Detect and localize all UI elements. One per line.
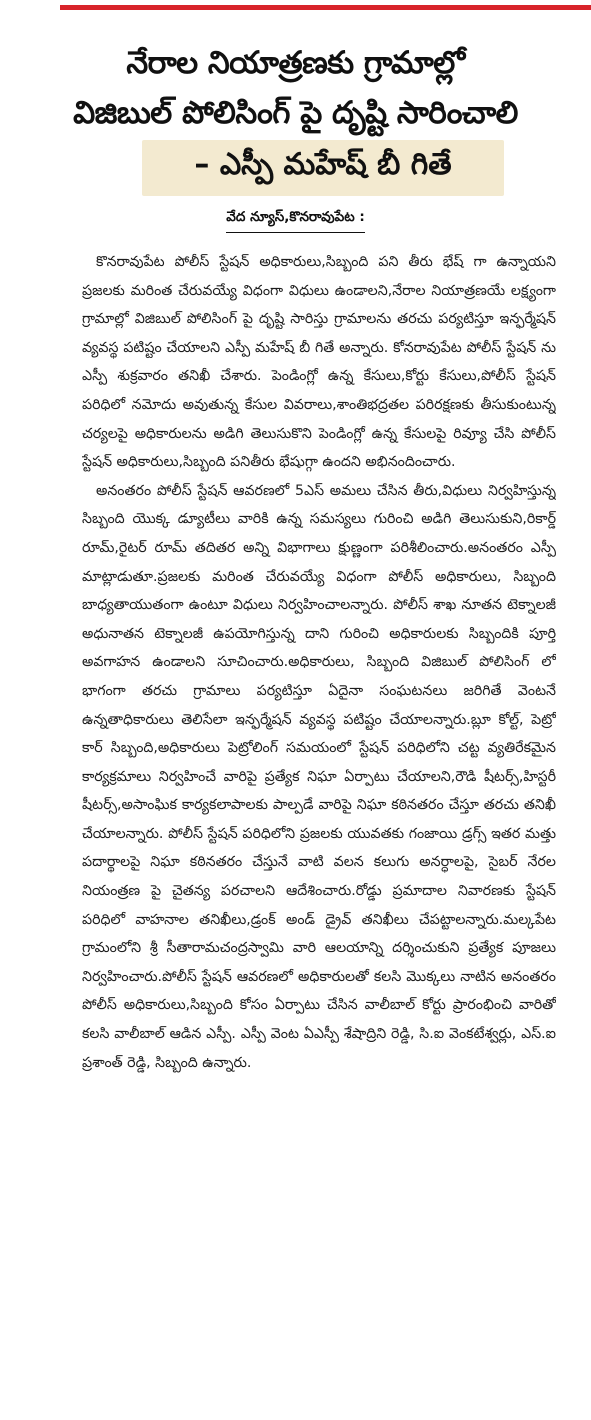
article-body xyxy=(82,248,556,1398)
article-paragraph-1: కొనరావుపేట పోలీస్ స్టేషన్ అధికారులు,సిబ్బంది పని తీరు భేష్ గా ఉన్నాయని ప్రజలకు మరింత చేరువయ్యే విధంగా విధులు ఉండాలని,నేరాల నియాత్రణయే లక్ష్యంగా గ్రామాల్లో విజిబుల్ పోలిసింగ్ పై దృష్టి సారిస్తు గ్రామాలను తరచు పర్యటిస్తూ ఇన్ఫర్మేషన్ వ్యవస్థ పటిష్టం చేయాలని ఎస్పీ మహేష్ బీ గితే అన్నారు. కోనరావుపేట పోలీస్ స్టేషన్ ను ఎస్పీ శుక్రవారం తనిఖీ చేశారు. పెండింగ్లో ఉన్న కేసులు,కోర్టు కేసులు,పోలీస్ స్టేషన్ పరిధిలో నమోదు అవుతున్న కేసుల వివరాలు,శాంతిభద్రతల పరిరక్షణకు తీసుకుంటున్న చర్యలపై అధికారులను అడిగి తెలుసుకొని పెండింగ్లో ఉన్న కేసులపై రివ్యూ చేసి పోలీస్ స్టేషన్ అధికారులు,సిబ్బంది పనితీరు భేషుగ్గా ఉందని అభినందించారు. xyxy=(82,254,556,471)
article-paragraph-2: అనంతరం పోలీస్ స్టేషన్ ఆవరణలో 5ఎస్ అమలు చేసిన తీరు,విధులు నిర్వహిస్తున్న సిబ్బంది యొక్క డ్యూటీలు వారికి ఉన్న సమస్యలు గురించి అడిగి తెలుసుకుని,రికార్డ్ రూమ్,రైటర్ రూమ్ తదితర అన్ని విభాగాలు క్షుణ్ణంగా పరిశీలించారు.అనంతరం ఎస్పీ మాట్లాడుతూ.ప్రజలకు మరింత చేరువయ్యే విధంగా పోలీస్ అధికారులు, సిబ్బంది బాధ్యతాయుతంగా ఉంటూ విధులు నిర్వహించాలన్నారు. పోలీస్ శాఖ నూతన టెక్నాలజీ అధునాతన టెక్నాలజీ ఉపయోగిస్తున్న దాని గురించి అధికారులకు సిబ్బందికి పూర్తి అవగాహన ఉండాలని సూచించారు.అధికారులు, సిబ్బంది విజిబుల్ పోలిసింగ్ లో భాగంగా తరచు గ్రామాలు పర్యటిస్తూ ఏదైనా సంఘటనలు జరిగితే వెంటనే ఉన్నతాధికారులు తెలిసేలా ఇన్ఫర్మేషన్ వ్యవస్థ పటిష్టం చేయాలన్నారు.బ్లూ కోల్ట్, పెట్రో కార్ సిబ్బంది,అధికారులు పెట్రోలింగ్ సమయంలో స్టేషన్ పరిధిలోని చట్ట వ్యతిరేకమైన కార్యక్రమాలు నిర్వహించే వారిపై ప్రత్యేక నిఘా ఏర్పాటు చేయాలని,రౌడి షీటర్స్,హిస్టరీ షీటర్స్,అసాంఘిక కార్యకలాపాలకు పాల్పడే వారిపై నిఘా కఠినతరం చేస్తూ తరచు తనిఖీ చేయాలన్నారు. పోలీస్ స్టేషన్ పరిధిలోని ప్రజలకు యువతకు గంజాయి డ్రగ్స్ ఇతర మత్తు పదార్థాలపై నిఘా కఠినతరం చేస్తునే వాటి వలన కలుగు అనర్ధాలపై, సైబర్ నేరల నియంత్రణ పై చైతన్య పరచాలని ఆదేశించారు.రోడ్డు ప్రమాదాల నివారణకు స్టేషన్ పరిధిలో వాహనాల తనిఖీలు,డ్రంక్ అండ్ డ్రైవ్ తనిఖీలు చేపట్టాలన్నారు.మల్కపేట గ్రామంలోని శ్రీ సీతారామచంద్రస్వామి వారి ఆలయాన్ని దర్శించుకుని ప్రత్యేక పూజలు నిర్వహించారు.పోలీస్ స్టేషన్ ఆవరణలో అధికారులతో కలసి మొక్కలు నాటిన అనంతరం పోలీస్ అధికారులు,సిబ్బంది కోసం ఏర్పాటు చేసిన వాలీబాల్ కోర్టు ప్రారంభించి వారితో కలసి వాలీబాల్ ఆడిన ఎస్పీ. ఎస్పీ వెంట ఏఎస్పీ శేషాద్రిని రెడ్డి, సి.ఐ వెంకటేశ్వర్లు, ఎస్.ఐ ప్రశాంత్ రెడ్డి, సిబ్బంది ఉన్నారు. xyxy=(82,482,556,1071)
headline-line-1: నేరాల నియాత్రణకు గ్రామాల్లో xyxy=(126,45,465,81)
headline-line-2: విజిబుల్ పోలిసింగ్ పై దృష్టి సారించాలి xyxy=(73,95,518,131)
dateline-text: వేద న్యూస్,కొనరావుపేట : xyxy=(226,209,365,233)
byline-text: – ఎస్పీ మహేష్ బీ గితే xyxy=(194,147,452,182)
byline-box xyxy=(142,140,504,196)
top-accent-rule xyxy=(60,5,591,10)
headline xyxy=(0,38,591,138)
dateline xyxy=(0,206,591,233)
